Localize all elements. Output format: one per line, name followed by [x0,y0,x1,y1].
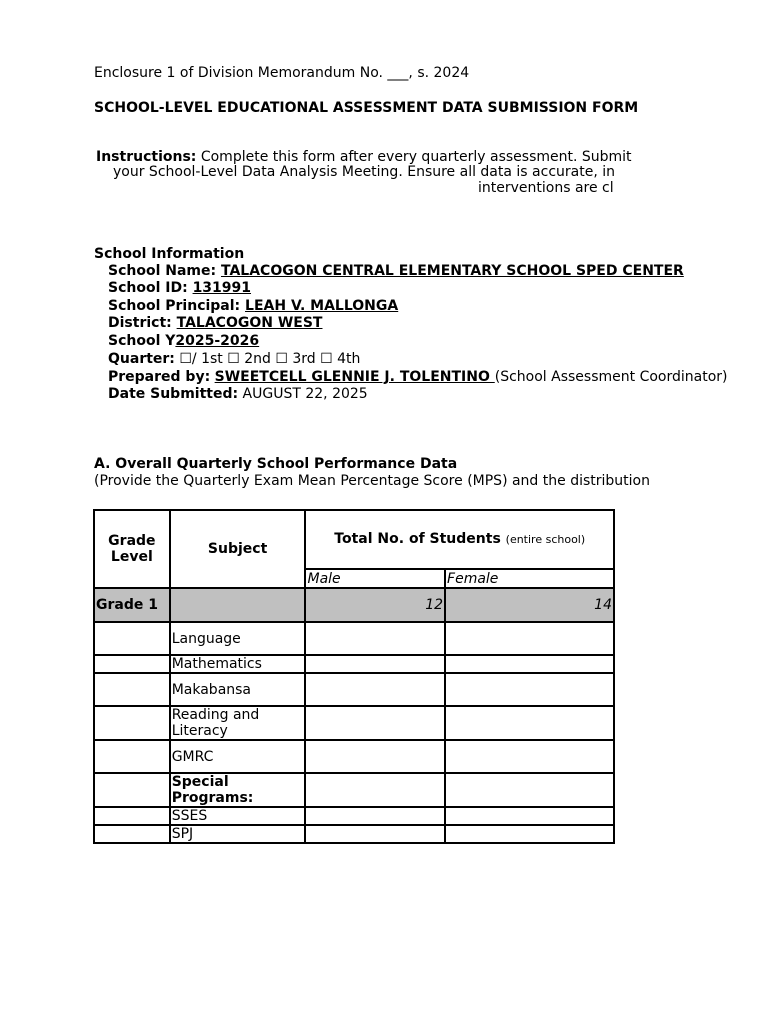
prepared-by-label: Prepared by: [108,369,211,385]
district-label: District: [108,315,172,331]
female-cell[interactable] [445,673,614,706]
section-a-heading: A. Overall Quarterly School Performance Data [94,456,458,472]
principal-value: LEAH V. MALLONGA [245,298,399,314]
instructions-line-3: interventions are cl [478,180,614,196]
district-value: TALACOGON WEST [176,315,323,331]
grade-cell[interactable] [94,773,170,807]
table-row [94,655,614,673]
grade-1-subject-cell[interactable] [170,588,306,622]
school-id-row [108,280,251,297]
table-row [94,673,614,706]
school-id-label: School ID: [108,280,188,296]
table-row [94,825,614,843]
school-name-value: TALACOGON CENTRAL ELEMENTARY SCHOOL SPED CENTER [220,263,684,279]
school-name-label: School Name: [108,263,217,279]
principal-row [108,298,398,315]
prepared-by-value: SWEETCELL GLENNIE J. TOLENTINO [214,369,495,385]
grade-cell[interactable] [94,673,170,706]
performance-table [93,509,615,844]
instructions-line-2: your School-Level Data Analysis Meeting. Ensure all data is accurate, in [113,164,615,180]
subject-cell: Reading and Literacy [170,706,306,740]
section-a-subtext: (Provide the Quarterly Exam Mean Percentage Score (MPS) and the distribution [94,473,650,489]
prepared-by-row [108,369,728,386]
grade-1-row [94,588,614,622]
total-students-note: (entire school) [505,533,586,546]
instructions-text-1: Complete this form after every quarterly assessment. Submit [200,149,632,165]
school-year-label: School Y [108,333,176,349]
school-year-value: 2025-2026 [175,333,260,349]
male-cell[interactable] [305,673,445,706]
female-cell[interactable] [445,622,614,655]
table-row [94,622,614,655]
male-cell[interactable] [305,773,445,807]
subject-cell: Makabansa [170,673,306,706]
male-cell[interactable] [305,622,445,655]
date-submitted-value: AUGUST 22, 2025 [242,386,368,402]
prepared-by-role: (School Assessment Coordinator) [494,369,728,385]
table-row [94,773,614,807]
form-title: SCHOOL-LEVEL EDUCATIONAL ASSESSMENT DATA SUBMISSION FORM [94,100,639,116]
table-row [94,740,614,773]
grade-level-header: Grade Level [94,510,170,588]
total-students-header [305,510,614,569]
female-cell[interactable] [445,807,614,825]
district-row [108,315,322,332]
female-cell[interactable] [445,773,614,807]
quarter-row [108,351,360,368]
enclosure-note: Enclosure 1 of Division Memorandum No. ___, s. 2024 [94,65,470,81]
female-header: Female [445,569,614,588]
grade-1-female-count[interactable]: 14 [445,588,614,622]
grade-cell[interactable] [94,622,170,655]
grade-cell[interactable] [94,706,170,740]
quarter-label: Quarter: [108,351,175,367]
table-header-row [94,510,614,569]
principal-label: School Principal: [108,298,241,314]
male-cell[interactable] [305,825,445,843]
school-id-value: 131991 [192,280,252,296]
school-info-heading: School Information [94,246,245,262]
grade-cell[interactable] [94,740,170,773]
total-students-label: Total No. of Students [334,531,501,547]
quarter-checkboxes[interactable]: ☐/ 1st ☐ 2nd ☐ 3rd ☐ 4th [179,351,361,367]
subject-cell: SSES [170,807,306,825]
grade-1-male-count[interactable]: 12 [305,588,445,622]
subject-header: Subject [170,510,306,588]
female-cell[interactable] [445,825,614,843]
school-year-row [108,333,259,350]
male-cell[interactable] [305,740,445,773]
grade-cell[interactable] [94,825,170,843]
subject-cell: Language [170,622,306,655]
male-header: Male [305,569,445,588]
subject-cell: SPJ [170,825,306,843]
subject-cell: Mathematics [170,655,306,673]
female-cell[interactable] [445,706,614,740]
grade-1-label: Grade 1 [94,588,170,622]
school-name-row [108,263,684,280]
date-submitted-row [108,386,368,403]
grade-cell[interactable] [94,807,170,825]
date-submitted-label: Date Submitted: [108,386,239,402]
subject-cell: GMRC [170,740,306,773]
instructions-label: Instructions: [96,149,197,165]
male-cell[interactable] [305,706,445,740]
male-cell[interactable] [305,807,445,825]
table-row [94,807,614,825]
female-cell[interactable] [445,740,614,773]
male-cell[interactable] [305,655,445,673]
grade-cell[interactable] [94,655,170,673]
table-row [94,706,614,740]
subject-cell: Special Programs: [170,773,306,807]
female-cell[interactable] [445,655,614,673]
